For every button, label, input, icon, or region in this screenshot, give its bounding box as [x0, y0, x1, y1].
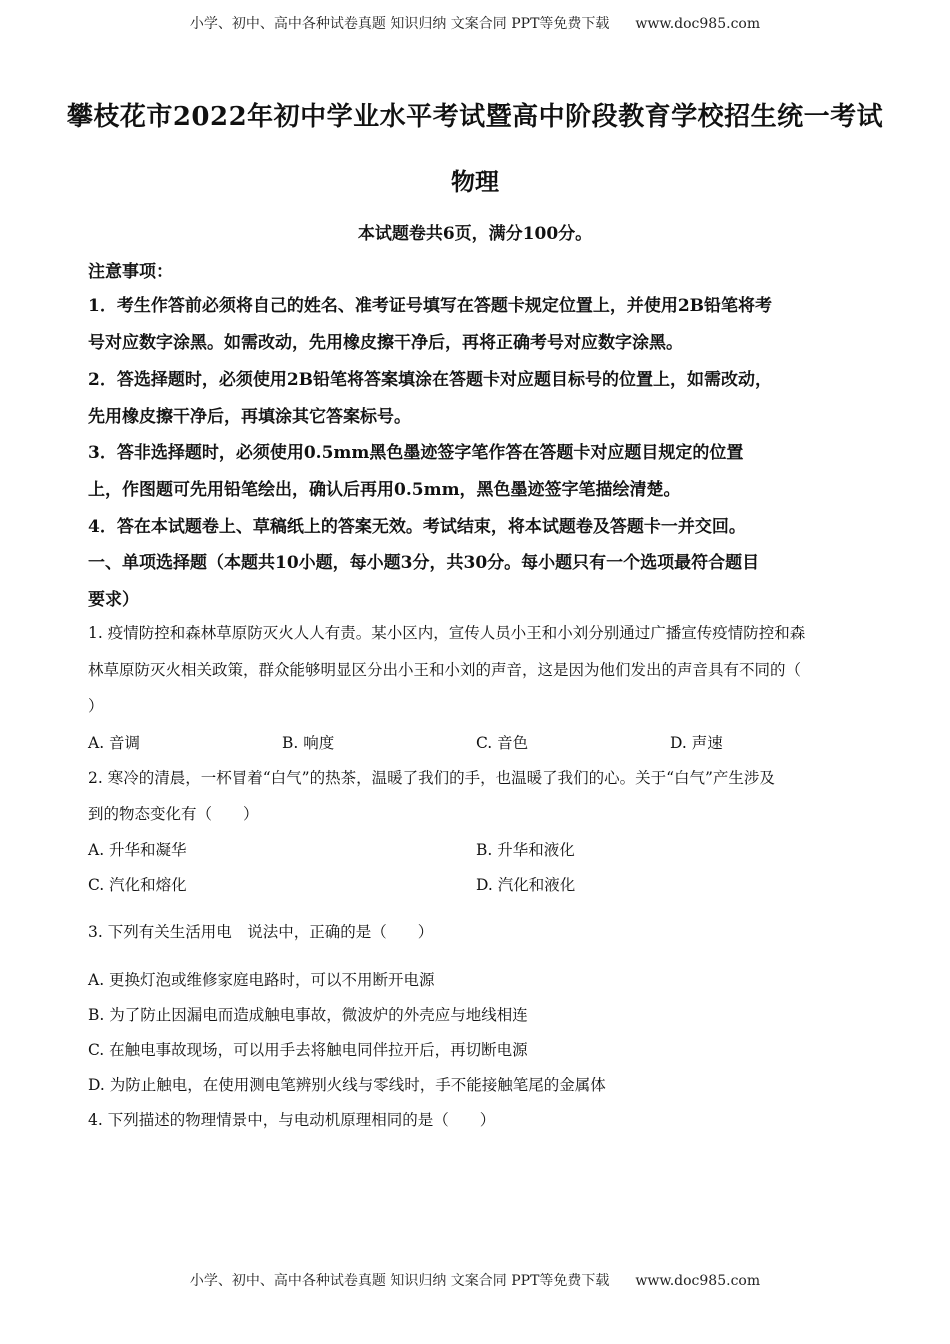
- question-3-stem: 3. 下列有关生活用电 说法中，正确的是（ ）: [88, 923, 434, 941]
- question-1-option-a: A. 音调: [88, 734, 141, 752]
- question-3-option-b: B. 为了防止因漏电而造成触电事故，微波炉的外壳应与地线相连: [88, 1006, 528, 1024]
- question-2-stem: 到的物态变化有（ ）: [88, 805, 259, 823]
- question-3-option-c: C. 在触电事故现场，可以用手去将触电同伴拉开后，再切断电源: [88, 1041, 528, 1059]
- question-4-stem: 4. 下列描述的物理情景中，与电动机原理相同的是（ ）: [88, 1111, 496, 1129]
- subject-title: 物理: [451, 167, 499, 196]
- question-2-stem: 2. 寒冷的清晨，一杯冒着“白气”的热茶，温暖了我们的手，也温暖了我们的心。关于“白气”产生涉及: [88, 769, 775, 787]
- header-text: 小学、初中、高中各种试卷真题 知识归纳 文案合同 PPT等免费下载: [189, 16, 610, 32]
- header-site: www.doc985.com: [635, 16, 761, 32]
- page-header: [0, 13, 950, 33]
- section-heading: 一、单项选择题（本题共10小题，每小题3分，共30分。每小题只有一个选项最符合题目: [88, 553, 760, 573]
- notice-heading: 注意事项：: [88, 262, 173, 282]
- notice-line: 4．答在本试题卷上、草稿纸上的答案无效。考试结束，将本试题卷及答题卡一并交回。: [88, 517, 746, 537]
- footer-site: www.doc985.com: [635, 1273, 761, 1289]
- notice-line: 先用橡皮擦干净后，再填涂其它答案标号。: [88, 407, 411, 427]
- question-2-option-b: B. 升华和液化: [476, 841, 575, 859]
- notice-line: 3．答非选择题时，必须使用0.5mm黑色墨迹签字笔作答在答题卡对应题目规定的位置: [88, 443, 744, 463]
- question-1-option-c: C. 音色: [476, 734, 529, 752]
- footer-text: 小学、初中、高中各种试卷真题 知识归纳 文案合同 PPT等免费下载: [189, 1273, 610, 1289]
- exam-title: 攀枝花市2022年初中学业水平考试暨高中阶段教育学校招生统一考试: [66, 102, 884, 132]
- question-1-option-b: B. 响度: [282, 734, 335, 752]
- question-1-stem: ）: [88, 697, 104, 715]
- notice-line: 1．考生作答前必须将自己的姓名、准考证号填写在答题卡规定位置上，并使用2B铅笔将考: [88, 296, 773, 316]
- question-1-stem: 林草原防灭火相关政策，群众能够明显区分出小王和小刘的声音，这是因为他们发出的声音具有不同的（: [88, 661, 802, 679]
- question-3-option-d: D. 为防止触电，在使用测电笔辨别火线与零线时，手不能接触笔尾的金属体: [88, 1076, 606, 1094]
- notice-line: 号对应数字涂黑。如需改动，先用橡皮擦干净后，再将正确考号对应数字涂黑。: [88, 333, 683, 353]
- page-footer: [0, 1270, 950, 1290]
- notice-line: 2．答选择题时，必须使用2B铅笔将答案填涂在答题卡对应题目标号的位置上，如需改动，: [88, 370, 773, 390]
- question-2-option-a: A. 升华和凝华: [88, 841, 187, 859]
- question-1-stem: 1. 疫情防控和森林草原防灭火人人有责。某小区内，宣传人员小王和小刘分别通过广播宣传疫情防控和森: [88, 624, 806, 642]
- question-1-option-d: D. 声速: [670, 734, 723, 752]
- question-3-option-a: A. 更换灯泡或维修家庭电路时，可以不用断开电源: [88, 971, 435, 989]
- notice-line: 上，作图题可先用铅笔绘出，确认后再用0.5mm，黑色墨迹签字笔描绘清楚。: [88, 480, 681, 500]
- question-2-option-c: C. 汽化和熔化: [88, 876, 187, 894]
- section-heading: 要求）: [88, 590, 139, 610]
- pages-note: 本试题卷共6页，满分100分。: [357, 224, 593, 244]
- question-2-option-d: D. 汽化和液化: [476, 876, 576, 894]
